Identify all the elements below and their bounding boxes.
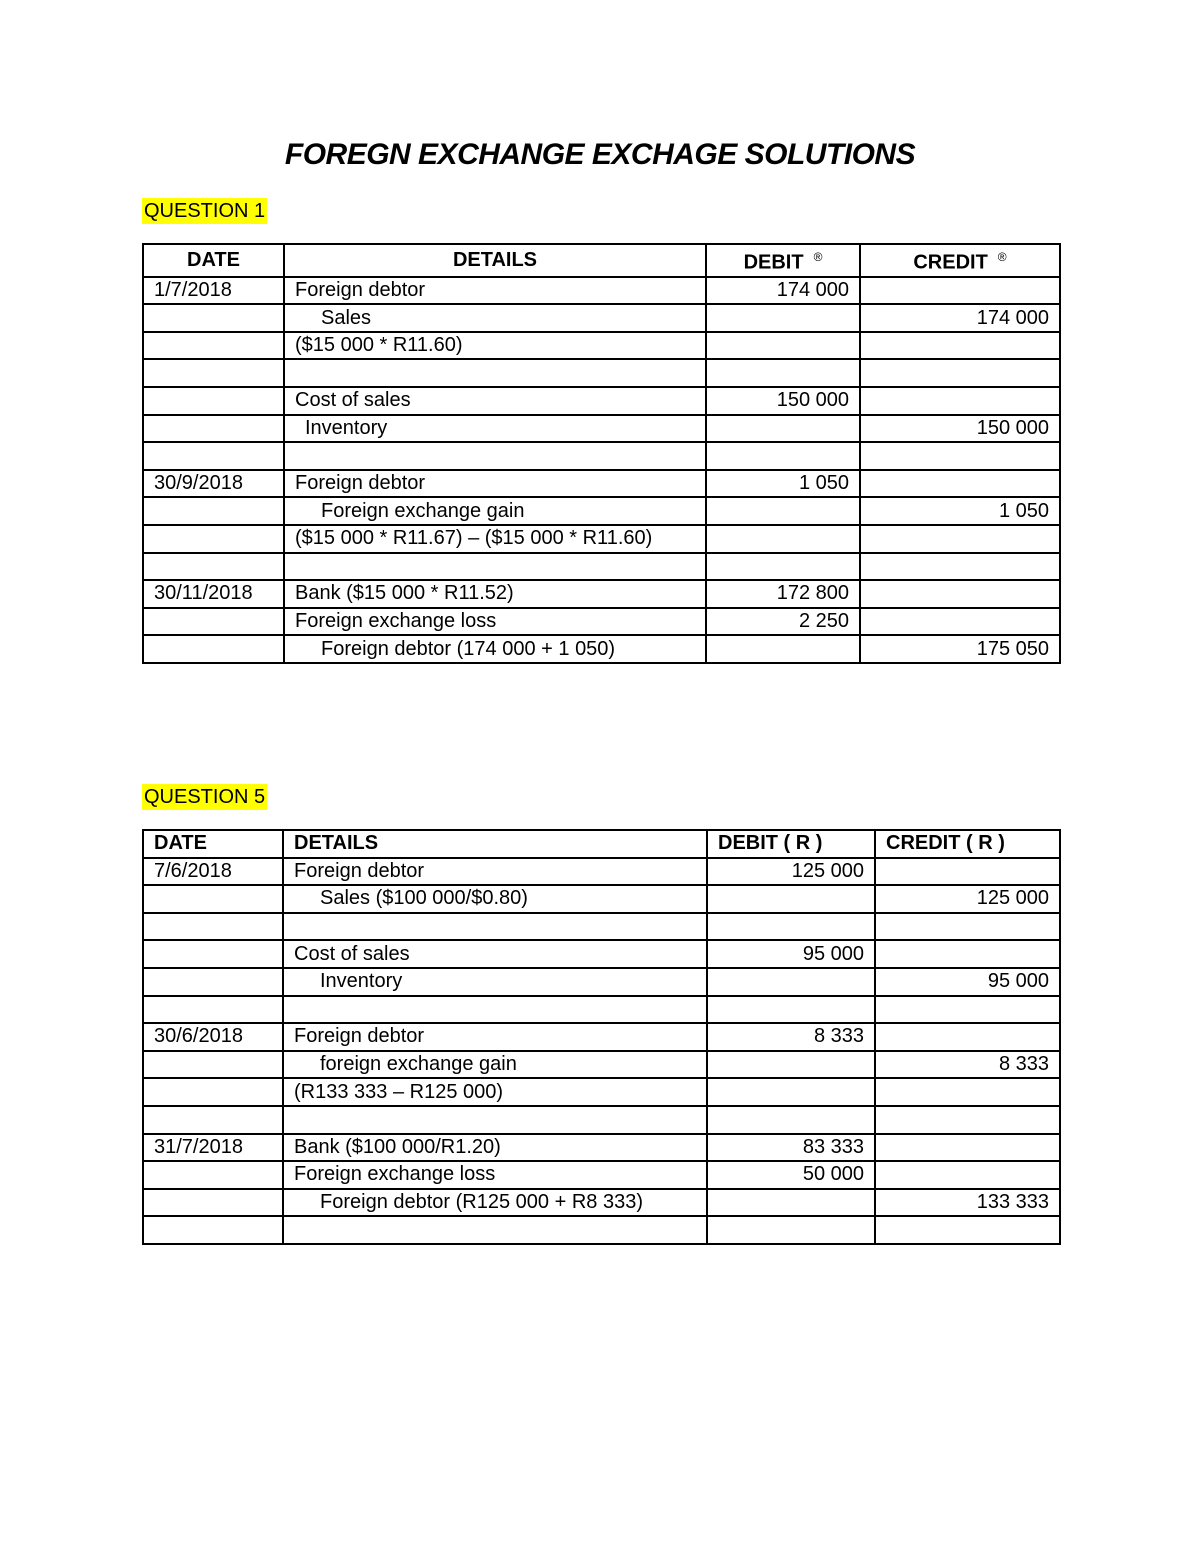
cell-debit: [707, 885, 875, 913]
cell-credit: 133 333: [875, 1189, 1060, 1217]
cell-date: [143, 885, 283, 913]
table-row: [143, 1216, 1060, 1244]
cell-credit: [860, 470, 1060, 498]
cell-details: ($15 000 * R11.60): [284, 332, 706, 360]
cell-debit: [706, 553, 860, 581]
cell-debit: [707, 968, 875, 996]
cell-details: (R133 333 – R125 000): [283, 1078, 707, 1106]
cell-debit: [706, 497, 860, 525]
cell-credit: [860, 553, 1060, 581]
table-row: [143, 635, 1060, 663]
table-row: [143, 553, 1060, 581]
cell-credit: [860, 608, 1060, 636]
cell-date: [143, 332, 284, 360]
table-row: [143, 1078, 1060, 1106]
table-row: [143, 525, 1060, 553]
cell-credit: [860, 387, 1060, 415]
table-row: [143, 968, 1060, 996]
cell-debit: [707, 1189, 875, 1217]
table-row: [143, 940, 1060, 968]
cell-date: [143, 525, 284, 553]
header-debit-label: DEBIT: [743, 251, 804, 274]
table-row: [143, 1106, 1060, 1134]
cell-details: Inventory: [283, 968, 707, 996]
cell-date: [143, 1189, 283, 1217]
table-row: [143, 608, 1060, 636]
cell-date: 30/9/2018: [143, 470, 284, 498]
table-row: [143, 1134, 1060, 1162]
cell-credit: 95 000: [875, 968, 1060, 996]
cell-date: [143, 940, 283, 968]
cell-debit: [707, 1078, 875, 1106]
cell-date: 31/7/2018: [143, 1134, 283, 1162]
cell-details: Foreign exchange loss: [283, 1161, 707, 1189]
cell-credit: [875, 913, 1060, 941]
cell-date: 30/6/2018: [143, 1023, 283, 1051]
cell-details: [283, 913, 707, 941]
header-credit: CREDIT ( R ): [875, 830, 1060, 858]
cell-credit: [875, 940, 1060, 968]
page-title: FOREGN EXCHANGE EXCHAGE SOLUTIONS: [284, 138, 916, 171]
header-details: DETAILS: [283, 830, 707, 858]
table-row: [143, 858, 1060, 886]
table-row: [143, 913, 1060, 941]
cell-credit: [875, 1078, 1060, 1106]
table-row: [143, 885, 1060, 913]
cell-debit: 150 000: [706, 387, 860, 415]
header-credit-label: CREDIT: [913, 251, 988, 274]
cell-credit: 174 000: [860, 304, 1060, 332]
cell-credit: [875, 1023, 1060, 1051]
cell-date: [143, 913, 283, 941]
cell-debit: [707, 1106, 875, 1134]
cell-date: [143, 304, 284, 332]
cell-details: Foreign debtor: [283, 1023, 707, 1051]
cell-debit: [707, 996, 875, 1024]
cell-date: 1/7/2018: [143, 277, 284, 305]
cell-details: Bank ($15 000 * R11.52): [284, 580, 706, 608]
cell-credit: 8 333: [875, 1051, 1060, 1079]
cell-credit: [875, 1134, 1060, 1162]
cell-debit: 125 000: [707, 858, 875, 886]
header-date: DATE: [143, 830, 283, 858]
cell-debit: [706, 442, 860, 470]
cell-credit: 125 000: [875, 885, 1060, 913]
cell-details: [283, 1106, 707, 1134]
table-row: [143, 359, 1060, 387]
cell-details: Foreign debtor: [284, 277, 706, 305]
cell-credit: [860, 277, 1060, 305]
table-row: [143, 1023, 1060, 1051]
cell-debit: [707, 1216, 875, 1244]
cell-debit: 50 000: [707, 1161, 875, 1189]
cell-credit: [860, 332, 1060, 360]
table-header-row: [143, 244, 1060, 277]
table-row: [143, 442, 1060, 470]
cell-debit: 172 800: [706, 580, 860, 608]
header-date: DATE: [143, 244, 284, 277]
table-row: [143, 1161, 1060, 1189]
cell-date: [143, 415, 284, 443]
cell-details: Foreign debtor: [284, 470, 706, 498]
cell-details: Cost of sales: [283, 940, 707, 968]
registered-symbol: ®: [997, 250, 1007, 264]
table-row: [143, 996, 1060, 1024]
cell-date: [143, 968, 283, 996]
cell-credit: [860, 359, 1060, 387]
cell-credit: [875, 1216, 1060, 1244]
cell-debit: 1 050: [706, 470, 860, 498]
cell-debit: 2 250: [706, 608, 860, 636]
cell-date: [143, 608, 284, 636]
cell-date: 7/6/2018: [143, 858, 283, 886]
question-5-label: QUESTION 5: [144, 786, 266, 808]
cell-credit: [875, 996, 1060, 1024]
cell-details: [283, 996, 707, 1024]
cell-details: [284, 442, 706, 470]
cell-date: [143, 442, 284, 470]
cell-details: Bank ($100 000/R1.20): [283, 1134, 707, 1162]
cell-credit: 150 000: [860, 415, 1060, 443]
table-header-row: [143, 830, 1060, 858]
cell-details: Foreign exchange gain: [284, 497, 706, 525]
cell-debit: [706, 332, 860, 360]
cell-debit: [706, 359, 860, 387]
cell-date: [143, 359, 284, 387]
cell-details: Cost of sales: [284, 387, 706, 415]
cell-debit: [706, 415, 860, 443]
cell-details: Foreign debtor: [283, 858, 707, 886]
header-credit: [860, 244, 1060, 277]
cell-details: Foreign debtor (R125 000 + R8 333): [283, 1189, 707, 1217]
table-row: [143, 387, 1060, 415]
table-row: [143, 415, 1060, 443]
cell-date: [143, 996, 283, 1024]
header-debit: DEBIT ( R ): [707, 830, 875, 858]
cell-credit: [860, 580, 1060, 608]
cell-details: Foreign exchange loss: [284, 608, 706, 636]
cell-date: [143, 1216, 283, 1244]
cell-debit: [707, 913, 875, 941]
cell-date: [143, 497, 284, 525]
cell-date: [143, 1161, 283, 1189]
cell-debit: [706, 525, 860, 553]
table-row: [143, 304, 1060, 332]
cell-debit: [706, 304, 860, 332]
cell-date: [143, 635, 284, 663]
cell-details: Sales: [284, 304, 706, 332]
registered-symbol: ®: [813, 250, 823, 264]
cell-debit: 8 333: [707, 1023, 875, 1051]
table-row: [143, 580, 1060, 608]
cell-credit: [875, 1161, 1060, 1189]
table-row: [143, 1051, 1060, 1079]
table-row: [143, 497, 1060, 525]
cell-credit: [860, 525, 1060, 553]
cell-debit: 174 000: [706, 277, 860, 305]
table-row: [143, 1189, 1060, 1217]
cell-date: 30/11/2018: [143, 580, 284, 608]
cell-date: [143, 1078, 283, 1106]
question-5-journal-table: [142, 829, 1061, 1245]
cell-credit: [875, 1106, 1060, 1134]
cell-details: ($15 000 * R11.67) – ($15 000 * R11.60): [284, 525, 706, 553]
cell-credit: 175 050: [860, 635, 1060, 663]
cell-details: Foreign debtor (174 000 + 1 050): [284, 635, 706, 663]
cell-details: foreign exchange gain: [283, 1051, 707, 1079]
cell-date: [143, 553, 284, 581]
header-details: DETAILS: [284, 244, 706, 277]
cell-credit: 1 050: [860, 497, 1060, 525]
cell-credit: [875, 858, 1060, 886]
cell-date: [143, 387, 284, 415]
table-row: [143, 332, 1060, 360]
table-row: [143, 470, 1060, 498]
cell-debit: 83 333: [707, 1134, 875, 1162]
cell-date: [143, 1106, 283, 1134]
cell-details: [284, 553, 706, 581]
cell-credit: [860, 442, 1060, 470]
question-1-label: QUESTION 1: [144, 200, 266, 222]
cell-date: [143, 1051, 283, 1079]
cell-details: Sales ($100 000/$0.80): [283, 885, 707, 913]
cell-debit: 95 000: [707, 940, 875, 968]
cell-debit: [706, 635, 860, 663]
cell-details: [284, 359, 706, 387]
cell-details: [283, 1216, 707, 1244]
question-1-journal-table: [142, 243, 1061, 664]
cell-details: Inventory: [284, 415, 706, 443]
header-debit: [706, 244, 860, 277]
table-row: [143, 277, 1060, 305]
cell-debit: [707, 1051, 875, 1079]
